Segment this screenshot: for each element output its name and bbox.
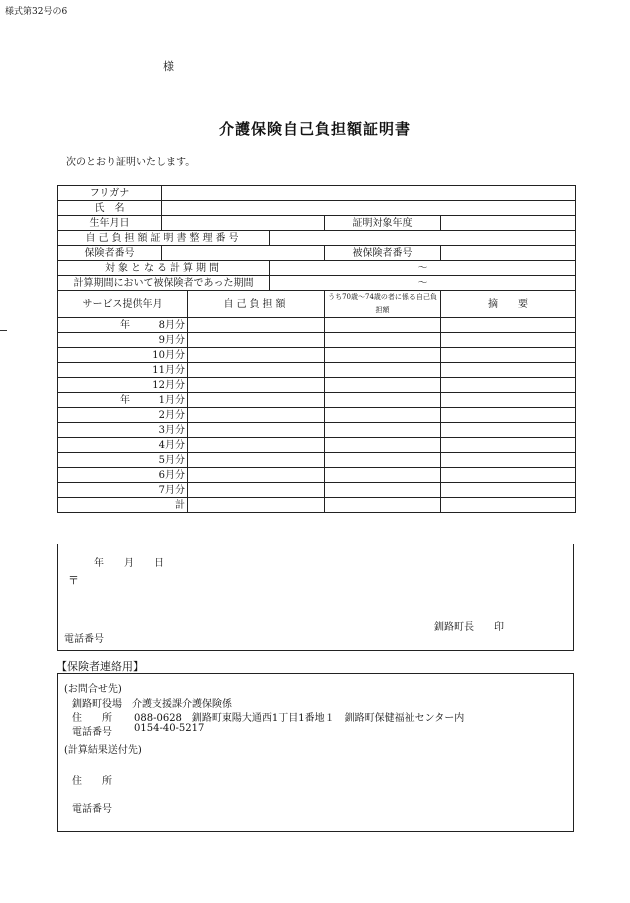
- send-address-label: 住 所: [72, 776, 112, 787]
- month-label: 2月分: [158, 409, 185, 421]
- insured-period-label: 計算期間において被保険者であった期間: [58, 276, 270, 291]
- table-header-row: [58, 291, 576, 318]
- birthdate-row: [58, 216, 576, 231]
- month-remarks[interactable]: [441, 408, 576, 423]
- month-cell: [58, 378, 188, 393]
- table-row: [58, 393, 576, 408]
- inquiry-heading: (お問合せ先): [64, 684, 122, 695]
- calc-period-field[interactable]: ～: [270, 261, 576, 276]
- office-name: 釧路町役場 介護支援課介護保険係: [72, 699, 232, 710]
- month-age-70-74[interactable]: [325, 468, 441, 483]
- form-number: 様式第32号の6: [5, 7, 68, 17]
- cert-number-label: 自己負担額証明書整理番号: [58, 231, 270, 246]
- month-age-70-74[interactable]: [325, 483, 441, 498]
- month-cell: [58, 468, 188, 483]
- table-row: [58, 468, 576, 483]
- month-cell: [58, 393, 188, 408]
- month-cell: [58, 318, 188, 333]
- certificate-table: [57, 185, 576, 513]
- send-phone-label: 電話番号: [72, 804, 112, 815]
- insured-period-field[interactable]: ～: [270, 276, 576, 291]
- month-age-70-74[interactable]: [325, 348, 441, 363]
- mayor-seal: 釧路町長 印: [434, 622, 504, 633]
- month-rows: [58, 318, 576, 498]
- furigana-row: [58, 186, 576, 201]
- month-self-pay[interactable]: [188, 423, 325, 438]
- month-label: 11月分: [152, 364, 185, 376]
- cert-number-row: [58, 231, 576, 246]
- month-label: 1月分: [158, 394, 185, 406]
- name-row: [58, 201, 576, 216]
- total-label: 計: [58, 498, 188, 513]
- month-age-70-74[interactable]: [325, 393, 441, 408]
- month-label: 12月分: [152, 379, 185, 391]
- month-age-70-74[interactable]: [325, 378, 441, 393]
- issuer-section: [57, 544, 574, 651]
- month-remarks[interactable]: [441, 453, 576, 468]
- month-self-pay[interactable]: [188, 468, 325, 483]
- month-self-pay[interactable]: [188, 438, 325, 453]
- month-self-pay[interactable]: [188, 453, 325, 468]
- table-row: [58, 438, 576, 453]
- month-label: 3月分: [158, 424, 185, 436]
- table-row: [58, 423, 576, 438]
- month-self-pay[interactable]: [188, 408, 325, 423]
- issue-date: 年 月 日: [94, 558, 164, 569]
- month-label: 8月分: [158, 319, 185, 331]
- insurer-number-field[interactable]: [162, 246, 325, 261]
- month-age-70-74[interactable]: [325, 318, 441, 333]
- month-cell: [58, 348, 188, 363]
- month-self-pay[interactable]: [188, 333, 325, 348]
- table-row: [58, 333, 576, 348]
- total-self-pay[interactable]: [188, 498, 325, 513]
- month-remarks[interactable]: [441, 423, 576, 438]
- name-field[interactable]: [162, 201, 576, 216]
- month-age-70-74[interactable]: [325, 333, 441, 348]
- name-label: 氏 名: [58, 201, 162, 216]
- furigana-field[interactable]: [162, 186, 576, 201]
- month-remarks[interactable]: [441, 393, 576, 408]
- target-year-label: 証明対象年度: [325, 216, 441, 231]
- month-self-pay[interactable]: [188, 363, 325, 378]
- month-remarks[interactable]: [441, 363, 576, 378]
- table-row: [58, 318, 576, 333]
- month-label: 5月分: [158, 454, 185, 466]
- insurer-number-label: 保険者番号: [58, 246, 162, 261]
- month-cell: [58, 438, 188, 453]
- address-label: 住 所: [72, 713, 112, 724]
- month-cell: [58, 408, 188, 423]
- insured-number-field[interactable]: [441, 246, 576, 261]
- month-label: 10月分: [152, 349, 185, 361]
- month-label: 7月分: [158, 484, 185, 496]
- insurer-number-row: [58, 246, 576, 261]
- month-remarks[interactable]: [441, 438, 576, 453]
- furigana-label: フリガナ: [58, 186, 162, 201]
- insurer-section-label: 【保険者連絡用】: [56, 660, 144, 673]
- phone-label: 電話番号: [72, 727, 112, 738]
- table-row: [58, 378, 576, 393]
- margin-mark: [0, 330, 7, 331]
- month-remarks[interactable]: [441, 378, 576, 393]
- month-remarks[interactable]: [441, 348, 576, 363]
- issuer-phone-label: 電話番号: [64, 634, 104, 645]
- intro-text: 次のとおり証明いたします。: [66, 157, 196, 168]
- month-remarks[interactable]: [441, 468, 576, 483]
- remarks-header: 摘 要: [441, 291, 576, 318]
- month-year: 年: [120, 319, 130, 331]
- month-year: 年: [120, 394, 130, 406]
- total-row: [58, 498, 576, 513]
- month-cell: [58, 333, 188, 348]
- month-age-70-74[interactable]: [325, 453, 441, 468]
- insurer-contact-box: [57, 673, 574, 832]
- month-label: 6月分: [158, 469, 185, 481]
- month-self-pay[interactable]: [188, 483, 325, 498]
- age-70-74-header: うち70歳～74歳の者に係る自己負担額: [325, 291, 441, 318]
- phone-value: 0154-40-5217: [134, 723, 205, 734]
- month-remarks[interactable]: [441, 333, 576, 348]
- table-row: [58, 363, 576, 378]
- target-year-field[interactable]: [441, 216, 576, 231]
- send-heading: (計算結果送付先): [64, 745, 142, 756]
- table-row: [58, 483, 576, 498]
- postal-mark: 〒: [68, 574, 79, 587]
- calc-period-row: [58, 261, 576, 276]
- address-value: 088-0628 釧路町東陽大通西1丁目1番地１ 釧路町保健福祉センター内: [134, 713, 465, 724]
- month-remarks[interactable]: [441, 483, 576, 498]
- cert-number-field[interactable]: [270, 231, 576, 246]
- table-row: [58, 408, 576, 423]
- month-label: 9月分: [158, 334, 185, 346]
- month-cell: [58, 453, 188, 468]
- month-age-70-74[interactable]: [325, 438, 441, 453]
- month-label: 4月分: [158, 439, 185, 451]
- calc-period-label: 対象となる計算期間: [58, 261, 270, 276]
- month-cell: [58, 483, 188, 498]
- insured-number-label: 被保険者番号: [325, 246, 441, 261]
- month-self-pay[interactable]: [188, 378, 325, 393]
- table-row: [58, 348, 576, 363]
- page-title: 介護保険自己負担額証明書: [218, 120, 411, 138]
- month-remarks[interactable]: [441, 318, 576, 333]
- self-pay-header: 自己負担額: [188, 291, 325, 318]
- total-age-70-74[interactable]: [325, 498, 441, 513]
- table-row: [58, 453, 576, 468]
- total-remarks[interactable]: [441, 498, 576, 513]
- month-age-70-74[interactable]: [325, 408, 441, 423]
- month-age-70-74[interactable]: [325, 363, 441, 378]
- month-cell: [58, 363, 188, 378]
- insured-period-row: [58, 276, 576, 291]
- month-self-pay[interactable]: [188, 318, 325, 333]
- service-month-header: サービス提供年月: [58, 291, 188, 318]
- month-self-pay[interactable]: [188, 348, 325, 363]
- birthdate-label: 生年月日: [58, 216, 162, 231]
- month-age-70-74[interactable]: [325, 423, 441, 438]
- addressee-suffix: 様: [163, 60, 174, 73]
- month-self-pay[interactable]: [188, 393, 325, 408]
- month-cell: [58, 423, 188, 438]
- birthdate-field[interactable]: [162, 216, 325, 231]
